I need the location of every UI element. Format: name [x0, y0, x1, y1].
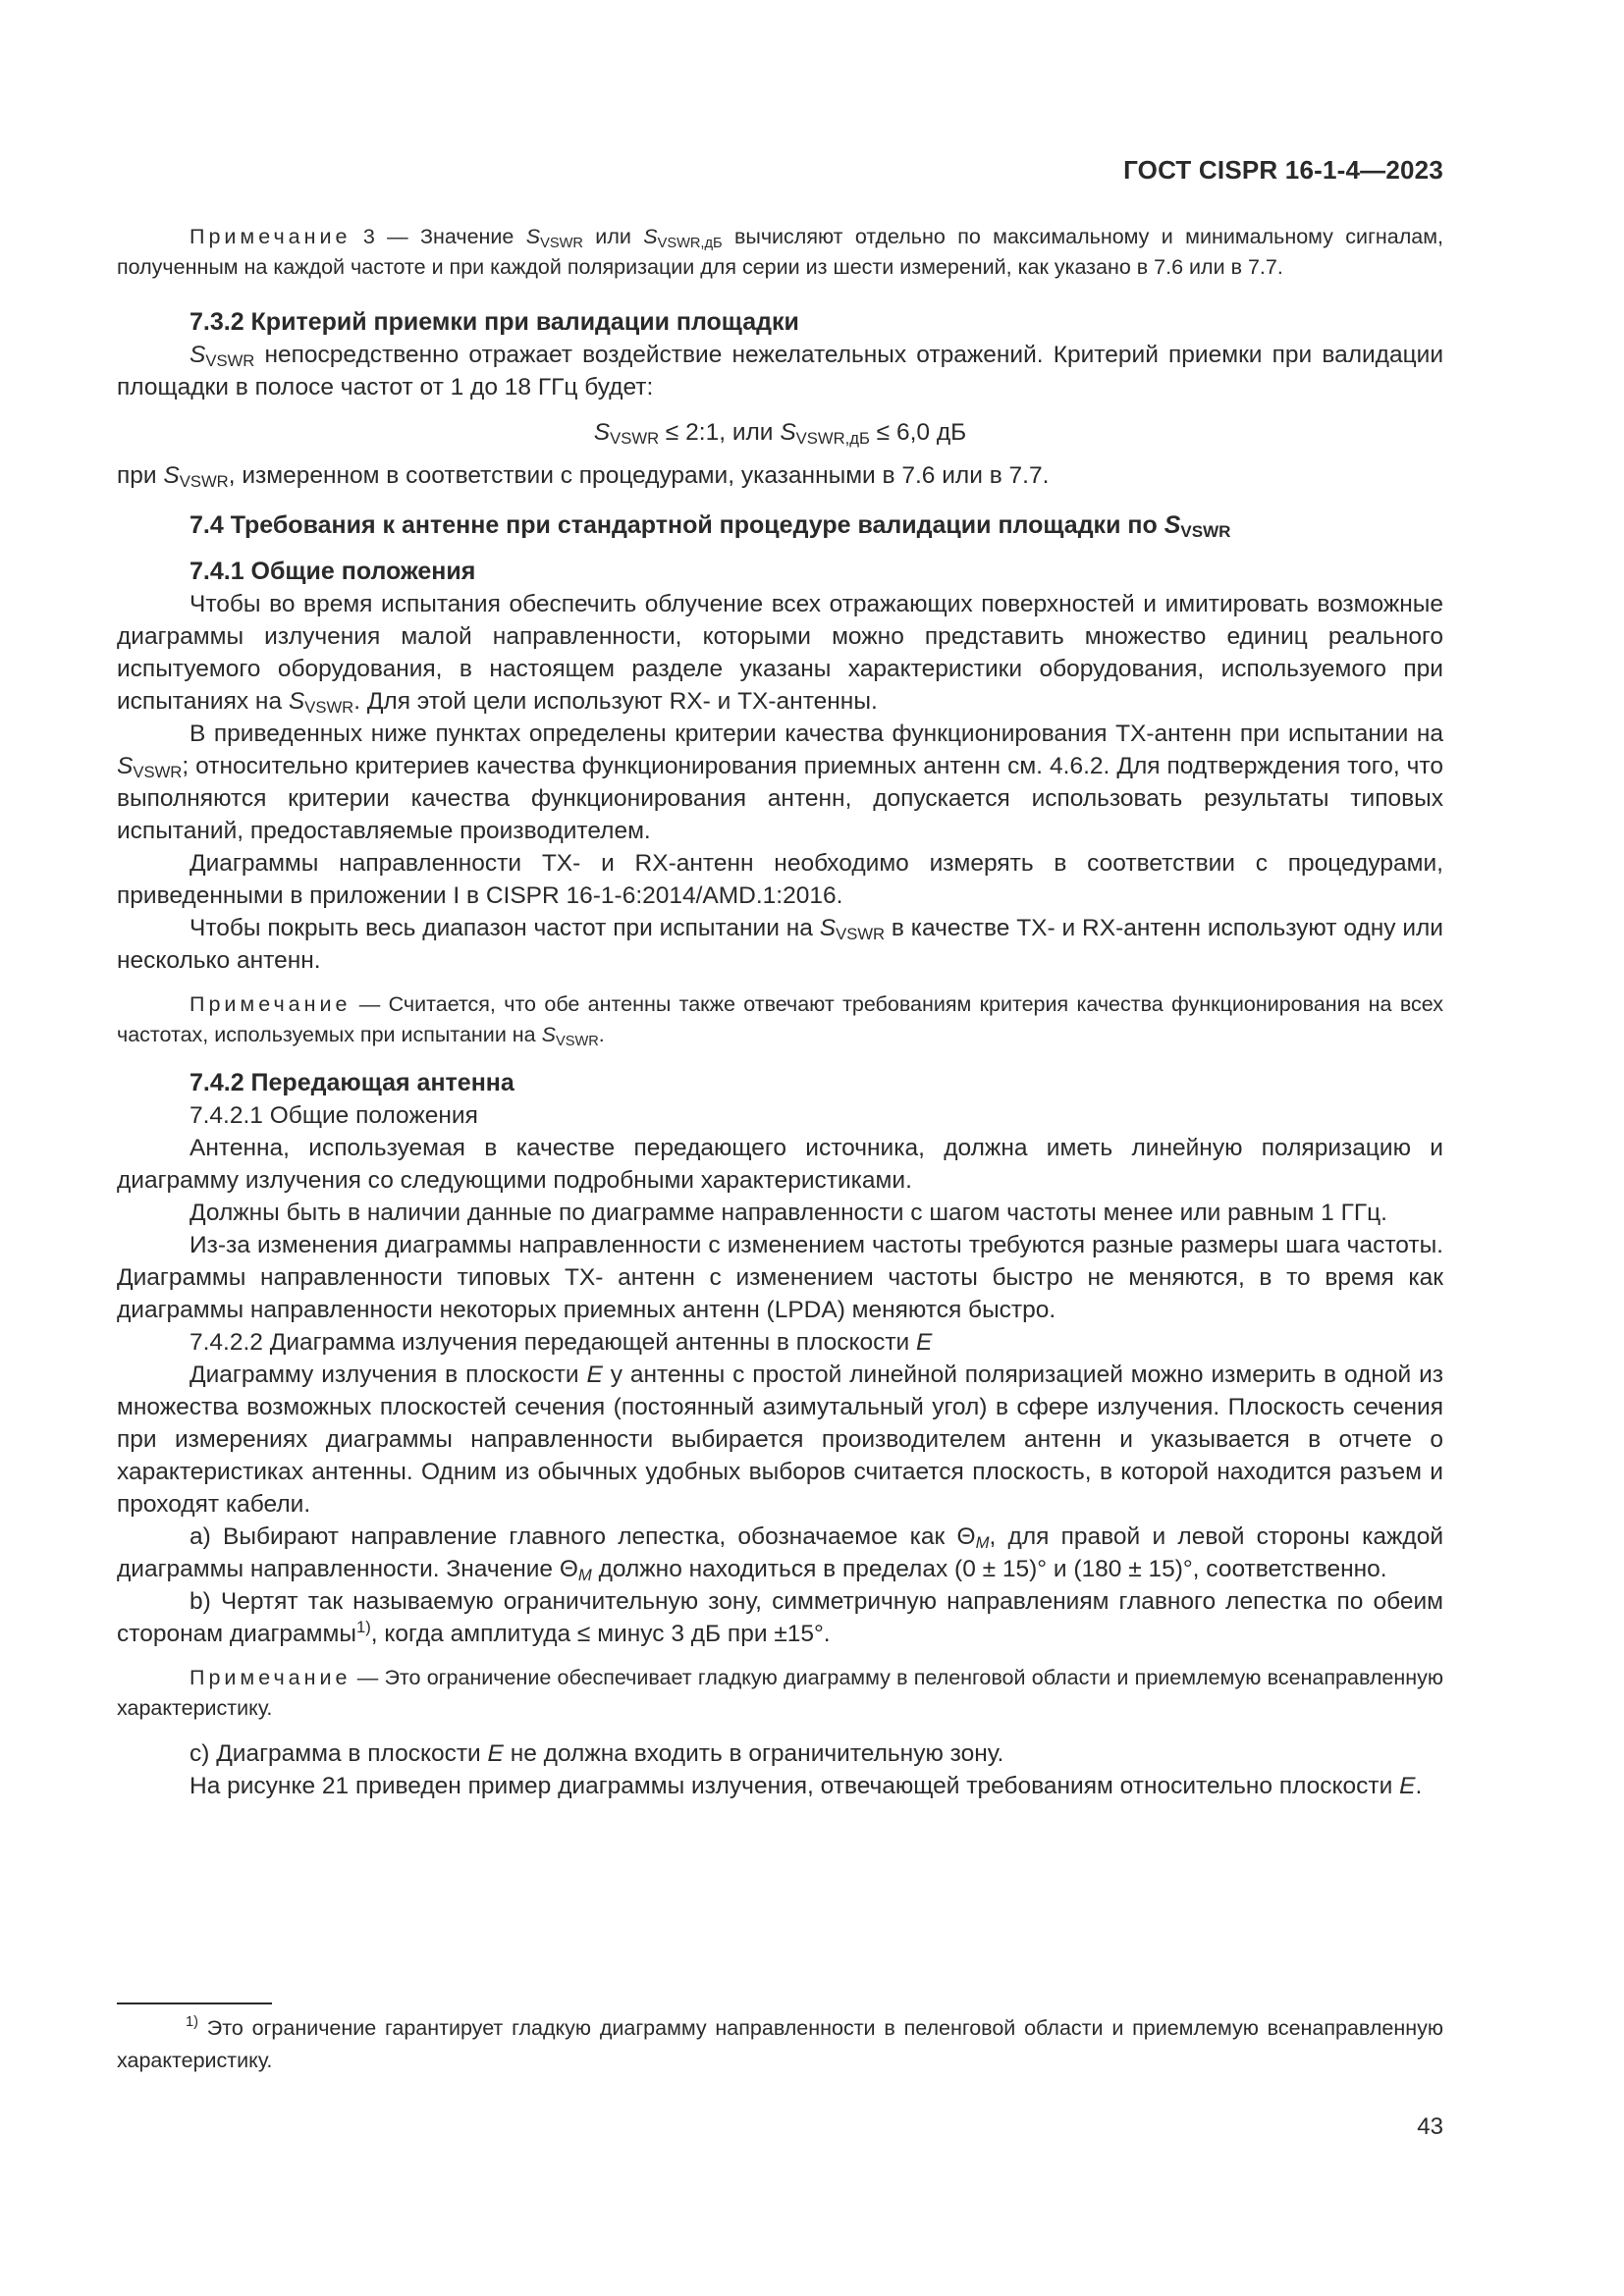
note-3: Примечание 3 — Значение $S_{VSWR}$ или $S_{VSWR,дБ}$ вычисляют отдельно по максимальному и минимальному сигналам, полученным на каждой частоте и при каждой поляризации для серии из шести измерений, как указано в 7.6 или в 7.7.	[117, 225, 1443, 279]
paragraph-figure-21-ref: На рисунке 21 приведен пример диаграммы излучения, отвечающей требованиям относительно плоскости E.	[189, 1773, 1423, 1799]
page-number: 43	[1417, 2113, 1443, 2140]
paragraph-7-4-1-1: Чтобы во время испытания обеспечить облучение всех отражающих поверхностей и имитировать возможные диаграммы излучения малой направленности, которыми можно представить множество единиц реального испытуемого оборудования, в настоящем разделе указаны характеристики оборудования, используемого при испытаниях на $S_{VSWR}$. Для этой цели используют RX- и TX-антенны.	[117, 591, 1443, 717]
document-id: ГОСТ CISPR 16-1-4—2023	[1123, 155, 1443, 185]
paragraph-7-4-1-3: Диаграммы направленности TX- и RX-антенн необходимо измерять в соответствии с процедурами, приведенными в приложении I в CISPR 16-1-6:2014/AMD.1:2016.	[117, 850, 1443, 909]
list-item-b: b) Чертят так называемую ограничительную зону, симметричную направлениям главного лепестка по обеим сторонам диаграммы$^{1)}$, когда амплитуда ≤ минус 3 дБ при ±15°.	[117, 1588, 1443, 1647]
heading-7-4-2: 7.4.2 Передающая антенна	[189, 1069, 514, 1096]
paragraph-acceptance-criterion: $S_{VSWR}$ непосредственно отражает воздействие нежелательных отражений. Критерий приемки при валидации площадки в полосе частот от 1 до 18 ГГц будет:	[117, 342, 1443, 400]
page-content	[117, 222, 1443, 1802]
paragraph-7-4-2-1-1: Антенна, используемая в качестве передающего источника, должна иметь линейную поляризацию и диаграмму излучения со следующими подробными характеристиками.	[117, 1135, 1443, 1194]
note-7-4-1: Примечание — Считается, что обе антенны также отвечают требованиям критерия качества функционирования на всех частотах, используемых при испытании на $S_{VSWR}$.	[117, 992, 1443, 1049]
list-item-a: а) Выбирают направление главного лепестка, обозначаемое как $\Theta_M$, для правой и левой стороны каждой диаграммы направленности. Значение $\Theta_M$ должно находиться в пределах (0 ± 15)° и (180 ± 15)°, соответственно.	[117, 1523, 1444, 1584]
note-7-4-2: Примечание — Это ограничение обеспечивает гладкую диаграмму в пеленговой области и приемлемую всенаправленную характеристику.	[117, 1666, 1443, 1720]
footnote-1: $^{1)}$ Это ограничение гарантирует гладкую диаграмму направленности в пеленговой области и приемлемую всенаправленную характеристику.	[117, 2014, 1443, 2072]
paragraph-7-4-2-1-3: Из-за изменения диаграммы направленности с изменением частоты требуются разные размеры шага частоты. Диаграммы направленности типовых TX- антенн с изменением частоты быстро не меняются, в то время как диаграммы направленности некоторых приемных антенн (LPDA) меняются быстро.	[117, 1232, 1443, 1323]
paragraph-e-plane: Диаграмму излучения в плоскости E у антенны с простой линейной поляризацией можно измерить в одной из множества возможных плоскостей сечения (постоянный азимутальный угол) в сфере излучения. Плоскость сечения при измерениях диаграммы направленности выбирается производителем антенн и указывается в отчете о характеристиках антенны. Одним из обычных удобных выборов считается плоскость, в которой находится разъем и проходят кабели.	[117, 1362, 1443, 1518]
subheading-7-4-2-1: 7.4.2.1 Общие положения	[189, 1102, 478, 1129]
footnote-ref[interactable]: 1)	[355, 1618, 371, 1636]
paragraph-7-4-2-1-2: Должны быть в наличии данные по диаграмме направленности с шагом частоты менее или равным 1 ГГц.	[189, 1200, 1387, 1226]
subheading-7-4-2-2: 7.4.2.2 Диаграмма излучения передающей антенны в плоскости E	[189, 1329, 933, 1356]
paragraph-7-4-1-2: В приведенных ниже пунктах определены критерии качества функционирования TX-антенн при испытании на $S_{VSWR}$; относительно критериев качества функционирования приемных антенн см. 4.6.2. Для подтверждения того, что выполняются критерии качества функционирования антенн, допускается использовать результаты типовых испытаний, предоставляемые производителем.	[117, 721, 1443, 844]
formula-acceptance: $S_{VSWR}$ ≤ 2:1, или $S_{VSWR,дБ} \le 6,0$ дБ	[593, 419, 967, 448]
note-label: Примечание	[189, 1666, 352, 1689]
heading-7-4: 7.4 Требования к антенне при стандартной процедуре валидации площадки по $S_{VSWR}$	[189, 511, 1231, 541]
footnote-separator	[117, 2002, 272, 2004]
paragraph-7-4-1-4: Чтобы покрыть весь диапазон частот при испытании на $S_{VSWR}$ в качестве TX- и RX-антенн используют одну или несколько антенн.	[117, 915, 1443, 974]
note-label: Примечание	[189, 225, 352, 248]
heading-7-4-1: 7.4.1 Общие положения	[189, 558, 476, 585]
heading-7-3-2: 7.3.2 Критерий приемки при валидации площадки	[189, 308, 799, 336]
note-label: Примечание	[189, 992, 352, 1016]
list-item-c: c) Диаграмма в плоскости E не должна входить в ограничительную зону.	[189, 1740, 1004, 1767]
paragraph-measured-per-procedures: при $S_{VSWR}$, измеренном в соответствии с процедурами, указанными в 7.6 или в 7.7.	[117, 462, 1050, 491]
